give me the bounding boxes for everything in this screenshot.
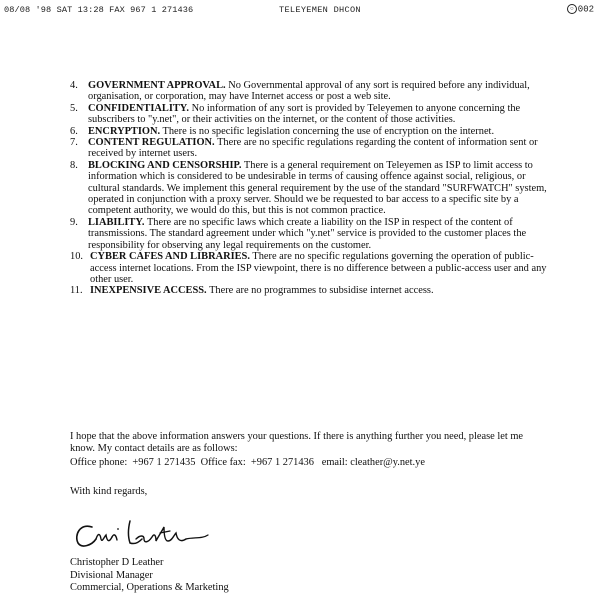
item-text: No information of any sort is provided by Teleyemen to anyone concerning the subscribers to "y.net", or their activities on the internet, or the content of those activities. <box>88 102 521 126</box>
handwritten-signature <box>70 513 230 555</box>
item-number: 7. <box>70 137 78 149</box>
fax-page-label: 002 <box>577 4 594 15</box>
item-text: No Governmental approval of any sort is required before any individual, organisation, or corporation, may have Internet access or post a web site. <box>88 80 530 103</box>
list-item <box>70 285 550 296</box>
item-number: 11. <box>70 285 83 297</box>
list-item <box>70 160 550 217</box>
contact-details <box>70 457 550 469</box>
item-text: There is a general requirement on Teleyemen as ISP to limit access to information which is considered to be undesirable in terms of causing offence against social, religious, or cultural standards. We implement this general requirement by the use of the standard "SURFWATCH" system, operated in conjunction with a proxy server. Should we be requested to bar access to a specific site by a competent authority, we would do this, but this is not common practice. <box>88 159 547 217</box>
item-number: 5. <box>70 102 78 114</box>
signature-graphic <box>70 513 230 555</box>
contact-details-text: Office phone: +967 1 271435 Office fax: +967 1 271436 email: cleather@y.net.ye <box>70 457 425 468</box>
item-heading: BLOCKING AND CENSORSHIP. <box>88 159 242 171</box>
list-item <box>70 137 550 160</box>
item-text: There is no specific legislation concerning the use of encryption on the internet. <box>162 125 495 137</box>
item-text: There are no specific regulations governing the operation of public-access internet locations. From the ISP viewpoint, there is no difference between a public-access user and any other user. <box>90 251 547 285</box>
item-heading: ENCRYPTION. <box>88 125 161 137</box>
signatory-title: Divisional Manager <box>70 569 153 581</box>
list-item <box>70 126 550 137</box>
fax-header <box>4 4 594 18</box>
item-number: 6. <box>70 125 78 137</box>
item-number: 8. <box>70 159 78 171</box>
fax-transmission-line: 08/08 '98 SAT 13:28 FAX 967 1 271436 <box>4 5 194 15</box>
item-heading: CYBER CAFES AND LIBRARIES. <box>90 251 250 263</box>
fax-company-name: TELEYEMEN DHCON <box>279 5 361 15</box>
item-heading: CONTENT REGULATION. <box>88 137 215 149</box>
numbered-items-list <box>70 80 550 297</box>
item-text: There are no specific regulations regarding the content of information sent or received by internet users. <box>88 137 538 160</box>
list-item <box>70 217 550 251</box>
list-item <box>70 80 550 103</box>
item-heading: INEXPENSIVE ACCESS. <box>90 285 207 297</box>
closing-paragraph: I hope that the above information answers your questions. If there is anything further you need, please let me know. My contact details are as follows: <box>70 431 524 454</box>
item-number: 10. <box>70 251 83 263</box>
signatory-name: Christopher D Leather <box>70 557 164 568</box>
list-item <box>70 251 550 285</box>
item-heading: GOVERNMENT APPROVAL. <box>88 80 226 91</box>
page-circle-icon: ○ <box>567 4 577 14</box>
item-heading: LIABILITY. <box>88 216 145 228</box>
signature-block <box>70 557 370 595</box>
item-text: There are no programmes to subsidise internet access. <box>209 285 434 297</box>
fax-page-number <box>567 4 594 14</box>
closing-regards: With kind regards, <box>70 486 148 497</box>
list-item <box>70 103 550 126</box>
item-text: There are no specific laws which create a liability on the ISP in respect of the content of transmissions. The standard agreement under which "y.net" service is provided to the customer places the responsibility for observing any legal requirements on the customer. <box>88 216 527 251</box>
item-number: 9. <box>70 216 78 228</box>
item-number: 4. <box>70 80 78 91</box>
item-heading: CONFIDENTIALITY. <box>88 102 189 114</box>
signatory-department: Commercial, Operations & Marketing <box>70 582 229 594</box>
